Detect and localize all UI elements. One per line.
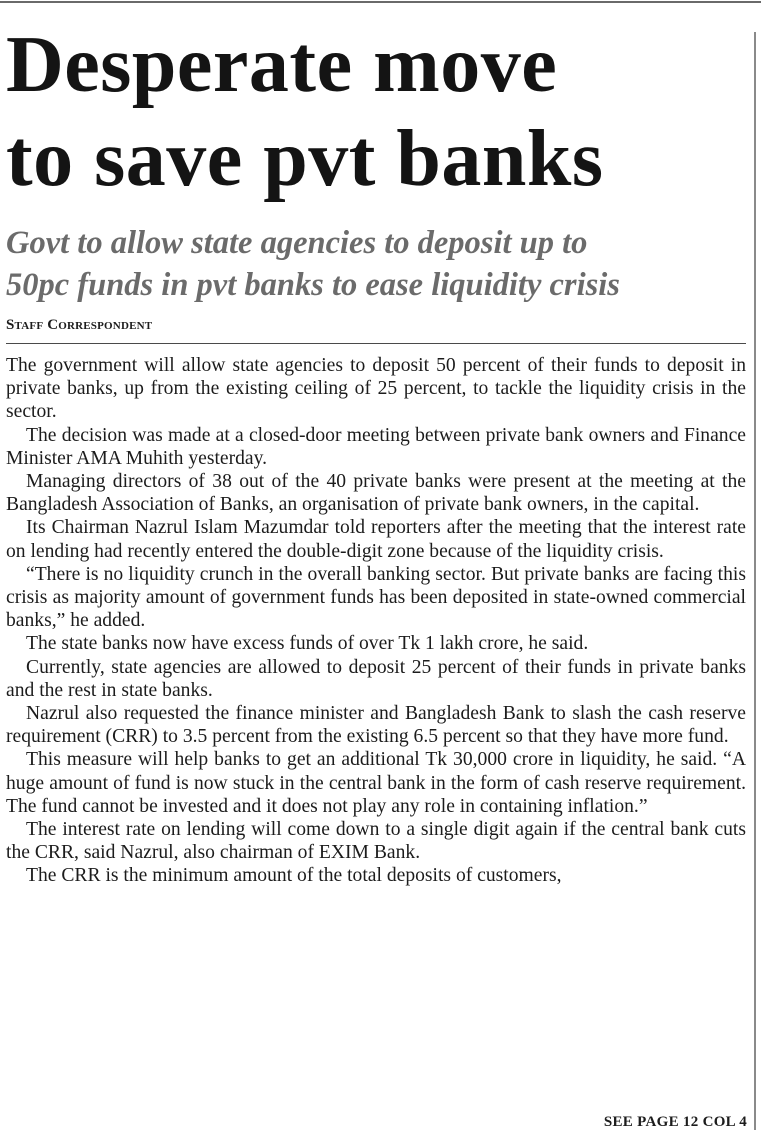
- body-paragraph: Nazrul also requested the finance minister and Bangladesh Bank to slash the cash reserve requirement (CRR) to 3.5 percent from the existing 6.5 percent so that they have more fund.: [6, 703, 746, 748]
- subheadline-line: Govt to allow state agencies to deposit up to: [6, 225, 588, 261]
- subheadline: [6, 222, 746, 306]
- body-paragraph: Its Chairman Nazrul Islam Mazumdar told reporters after the meeting that the interest rate on lending had recently entered the double-digit zone because of the liquidity crisis.: [6, 517, 746, 562]
- body-paragraph: This measure will help banks to get an additional Tk 30,000 crore in liquidity, he said. “A huge amount of fund is now stuck in the central bank in the form of cash reserve requirement. The fund cannot be invested and it does not play any role in containing inflation.”: [6, 749, 746, 817]
- body-paragraph: Currently, state agencies are allowed to deposit 25 percent of their funds in private banks and the rest in state banks.: [6, 656, 746, 701]
- body-paragraph: The government will allow state agencies to deposit 50 percent of their funds to deposit in private banks, up from the existing ceiling of 25 percent, to tackle the liquidity crisis in the sector.: [6, 355, 746, 423]
- body-paragraph: The decision was made at a closed-door meeting between private bank owners and Finance Minister AMA Muhith yesterday.: [6, 424, 746, 469]
- body-paragraph: “There is no liquidity crunch in the overall banking sector. But private banks are facing this crisis as majority amount of government funds has been deposited in state-owned commercial banks,” he added.: [6, 563, 746, 632]
- body-paragraph: The CRR is the minimum amount of the total deposits of customers,: [26, 865, 562, 887]
- subheadline-line: 50pc funds in pvt banks to ease liquidity crisis: [6, 267, 620, 303]
- headline-line: to save pvt banks: [6, 115, 604, 203]
- byline: Staff Correspondent: [6, 317, 153, 333]
- body-paragraph: The state banks now have excess funds of over Tk 1 lakh crore, he said.: [26, 633, 589, 655]
- continuation-jump: SEE PAGE 12 COL 4: [603, 1114, 747, 1130]
- body-paragraph: Managing directors of 38 out of the 40 private banks were present at the meeting at the Bangladesh Association of Banks, an organisation of private bank owners, in the capital.: [6, 471, 746, 516]
- column-divider: [754, 32, 756, 1130]
- byline-divider: [6, 343, 746, 344]
- article: [6, 0, 746, 888]
- article-body: [6, 354, 746, 888]
- headline: [6, 18, 746, 206]
- body-paragraph: The interest rate on lending will come down to a single digit again if the central bank cuts the CRR, said Nazrul, also chairman of EXIM Bank.: [6, 819, 746, 864]
- headline-line: Desperate move: [6, 21, 558, 109]
